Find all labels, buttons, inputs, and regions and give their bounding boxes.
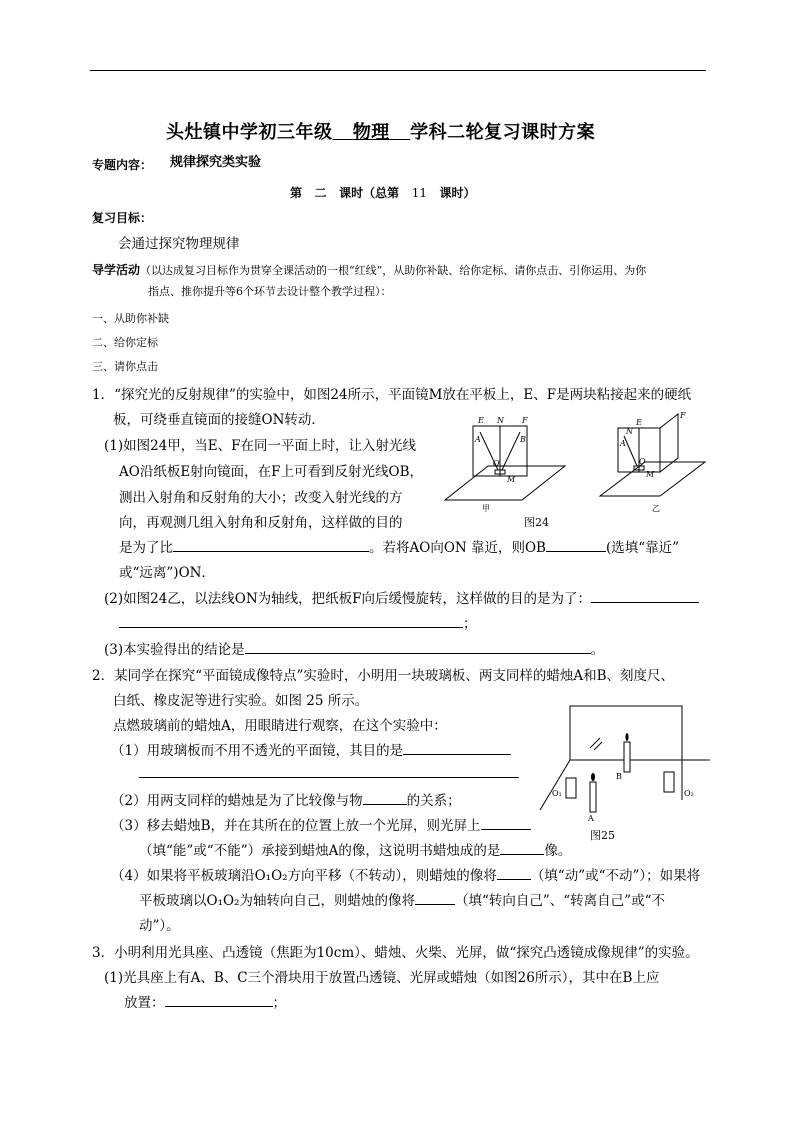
label-A: A: [475, 435, 481, 444]
q2-sub4-c: 动”）。: [139, 918, 180, 934]
q2-line-2: 白纸、橡皮泥等进行实验。如图 25 所示。: [113, 693, 369, 709]
fig25-label-a: A: [588, 814, 594, 823]
q2-sub2: （2）用两支同样的蜡烛是为了比较像与物 的关系；: [111, 793, 461, 809]
q2-sub1: （1）用玻璃板而不用不透光的平面镜，其目的是: [111, 739, 511, 759]
q2-line-3: 点燃玻璃前的蜡烛A，用眼睛进行观察，在这个实验中：: [113, 718, 447, 734]
q1-sub1-c: 测出入射角和反射角的大小；改变入射光线的方: [119, 490, 403, 506]
section-1: 一、从助你补缺: [92, 312, 169, 325]
figure-24: [440, 408, 710, 518]
label-E: E: [478, 416, 484, 425]
blank[interactable]: [173, 538, 369, 552]
q1-sub1-d: 向，再观测几组入射角和反射角，这样做的目的: [119, 515, 403, 531]
review-label: 复习目标：: [92, 211, 153, 225]
q2-sub3-b: （填“能”或“不能”）承接到蜡烛A的像，这说明书蜡烛成的是 像。: [139, 843, 572, 859]
guide-line-2: 指点、推你提升等6个环节去设计整个教学过程）：: [148, 285, 392, 298]
label-E2: E: [636, 418, 642, 427]
q1-sub2-cont: ；: [119, 612, 477, 632]
candle-b: [624, 742, 630, 772]
label-M: M: [507, 475, 516, 484]
topic-value: 规律探究类实验: [170, 155, 262, 170]
blank[interactable]: [363, 791, 407, 805]
label-N2: N: [626, 427, 633, 436]
section-2: 二、给你定标: [92, 336, 158, 349]
q1-sub2: (2)如图24乙，以法线ON为轴线，把纸板F向后缓慢旋转，这样做的目的是为了：: [104, 587, 699, 607]
review-text: 会通过探究物理规律: [118, 236, 240, 252]
label-F: F: [522, 416, 528, 425]
label-A2: A: [620, 439, 626, 448]
blank[interactable]: [139, 764, 519, 778]
label-M2: M: [646, 470, 655, 479]
blank[interactable]: [546, 538, 606, 552]
header-rule: [90, 70, 706, 71]
q1-sub3: (3)本实验得出的结论是 。: [104, 642, 605, 658]
q1-sub1-e: 是为了比 。若将AO向ON 靠近，则OB (选填“靠近”: [119, 540, 680, 556]
q1-sub1-f: 或“远离”)ON．: [119, 565, 215, 581]
figure-25-caption: 图25: [590, 829, 615, 842]
figure-24-yi: [600, 414, 705, 496]
q2-sub3-a: （3）移去蜡烛B，并在其所在的位置上放一个光屏，则光屏上: [111, 814, 531, 834]
blank[interactable]: [415, 891, 455, 905]
blank[interactable]: [500, 841, 544, 855]
topic-label: 专题内容：: [92, 158, 153, 172]
q3-line-3: 放置： ；: [124, 995, 286, 1011]
fig25-label-b: B: [616, 772, 622, 781]
figure-24-jia: [445, 426, 565, 500]
blank[interactable]: [591, 589, 699, 603]
q3-line-2: (1)光具座上有A、B、C三个滑块用于放置凸透镜、光屏或蜡烛（如图26所示），其中在B上应: [104, 970, 660, 986]
label-O2: O: [639, 457, 646, 466]
guide-line: 导学活动（以达成复习目标作为贯穿全课活动的一根“红线”，从助你补缺、给你定标、请你点击、引你运用、为你: [92, 263, 647, 277]
figure-25: [530, 700, 710, 825]
q2-line-1: 2．某同学在探究“平面镜成像特点”实验时，小明用一块玻璃板、两支同样的蜡烛A和B、刻度尺、: [92, 668, 675, 684]
figure-24-caption: 图24: [524, 516, 549, 529]
blank[interactable]: [245, 640, 591, 654]
fig25-label-o2: O₂: [684, 789, 694, 798]
q2-sub4-b: 平板玻璃以O₁O₂为轴转向自己，则蜡烛的像将 （填“转向自己”、“转离自己”或“不: [139, 893, 665, 909]
support-o2: [664, 772, 674, 792]
flame-b: [626, 733, 629, 741]
page-title: 头灶镇中学初三年级 物理 学科二轮复习课时方案: [166, 122, 596, 143]
fig25-label-o1: O₁: [552, 789, 562, 798]
lesson-line: 第 二 课时（总第 11 课时）: [290, 186, 476, 200]
q1-line-2: 板，可绕垂直镜面的接缝ON转动．: [113, 412, 325, 428]
blank[interactable]: [403, 741, 511, 755]
blank[interactable]: [119, 614, 463, 628]
section-3: 三、请你点击: [92, 360, 158, 373]
flame-a: [591, 773, 595, 781]
support-o1: [566, 778, 576, 798]
candle-a: [590, 782, 596, 812]
q1-sub1-a: (1)如图24甲，当E、F在同一平面上时，让入射光线: [104, 438, 417, 454]
blank[interactable]: [481, 816, 531, 830]
blank[interactable]: [497, 866, 531, 880]
label-yi: 乙: [652, 504, 660, 513]
q1-line-1: 1．“探究光的反射规律”的实验中，如图24所示，平面镜M放在平板上，E、F是两块粘接起来的硬纸: [92, 387, 692, 403]
label-F2: F: [680, 411, 686, 420]
q3-line-1: 3．小明利用光具座、凸透镜（焦距为10cm）、蜡烛、火柴、光屏，做“探究凸透镜成像规律”的实验。: [92, 945, 699, 961]
q2-sub1-cont: [139, 764, 519, 782]
label-B: B: [520, 435, 526, 444]
label-O: O: [493, 459, 500, 468]
q1-sub1-b: AO沿纸板E射向镜面，在F上可看到反射光线OB，: [119, 464, 424, 480]
blank[interactable]: [165, 993, 273, 1007]
label-jia: 甲: [482, 504, 490, 513]
q2-sub4-a: （4）如果将平板玻璃沿O₁O₂方向平移（不转动），则蜡烛的像将 （填“动”或“不动”）；如果将: [111, 868, 701, 884]
label-N: N: [497, 416, 504, 425]
